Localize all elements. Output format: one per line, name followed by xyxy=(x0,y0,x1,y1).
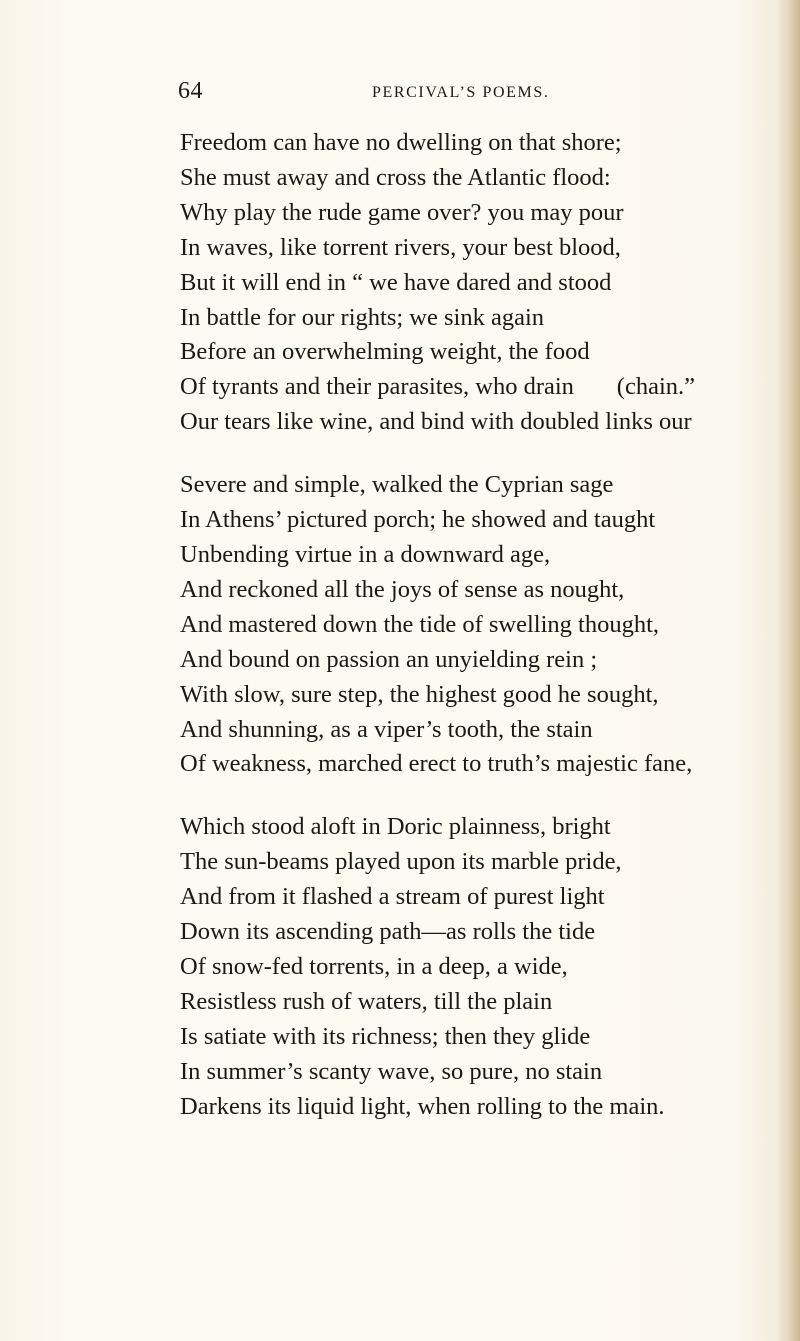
poem-line: Resistless rush of waters, till the plain xyxy=(180,987,553,1015)
poem-line: And reckoned all the joys of sense as nought, xyxy=(180,575,625,603)
poem-line: Down its ascending path—as rolls the tide xyxy=(180,918,596,946)
poem-line: And from it flashed a stream of purest light xyxy=(180,883,605,911)
poem-line: Severe and simple, walked the Cyprian sage xyxy=(180,471,614,499)
poem-line: But it will end in “ we have dared and stood xyxy=(180,268,612,296)
poem-line: Our tears like wine, and bind with doubled links our xyxy=(180,408,692,436)
poem-line: She must away and cross the Atlantic flood: xyxy=(180,163,611,191)
poem-line: In Athens’ pictured porch; he showed and taught xyxy=(180,506,656,534)
poem-line: With slow, sure step, the highest good he sought, xyxy=(180,680,659,708)
poem-line: Darkens its liquid light, when rolling to the main. xyxy=(180,1092,665,1120)
stanza xyxy=(180,810,770,1124)
poem-line: In summer’s scanty wave, so pure, no stain xyxy=(180,1057,603,1085)
poem-body xyxy=(180,126,770,1124)
page-header xyxy=(0,78,800,108)
page-number: 64 xyxy=(178,78,203,104)
page-edge xyxy=(778,0,800,1341)
poem-line: The sun-beams played upon its marble pride, xyxy=(180,848,622,876)
poem-line: And mastered down the tide of swelling thought, xyxy=(180,610,660,638)
poem-line: Freedom can have no dwelling on that shore; xyxy=(180,129,622,156)
poem-line: And bound on passion an unyielding rein ; xyxy=(180,645,598,673)
poem-line: Is satiate with its richness; then they glide xyxy=(180,1022,591,1050)
poem-line: Of weakness, marched erect to truth’s majestic fane, xyxy=(180,750,693,778)
poem-line: Of tyrants and their parasites, who drain (chain.” xyxy=(180,373,696,401)
poem-line: Before an overwhelming weight, the food xyxy=(180,338,590,366)
running-head: PERCIVAL’S POEMS. xyxy=(372,84,550,101)
stanza xyxy=(180,468,770,782)
poem-line: In battle for our rights; we sink again xyxy=(180,303,545,331)
poem-line: Unbending virtue in a downward age, xyxy=(180,540,551,568)
poem-line: And shunning, as a viper’s tooth, the stain xyxy=(180,715,593,743)
poem-line: Of snow-fed torrents, in a deep, a wide, xyxy=(180,952,568,980)
stanza xyxy=(180,126,770,440)
poem-line: Which stood aloft in Doric plainness, bright xyxy=(180,813,611,841)
poem-line: Why play the rude game over? you may pour xyxy=(180,198,624,226)
poem-line: In waves, like torrent rivers, your best blood, xyxy=(180,233,621,261)
